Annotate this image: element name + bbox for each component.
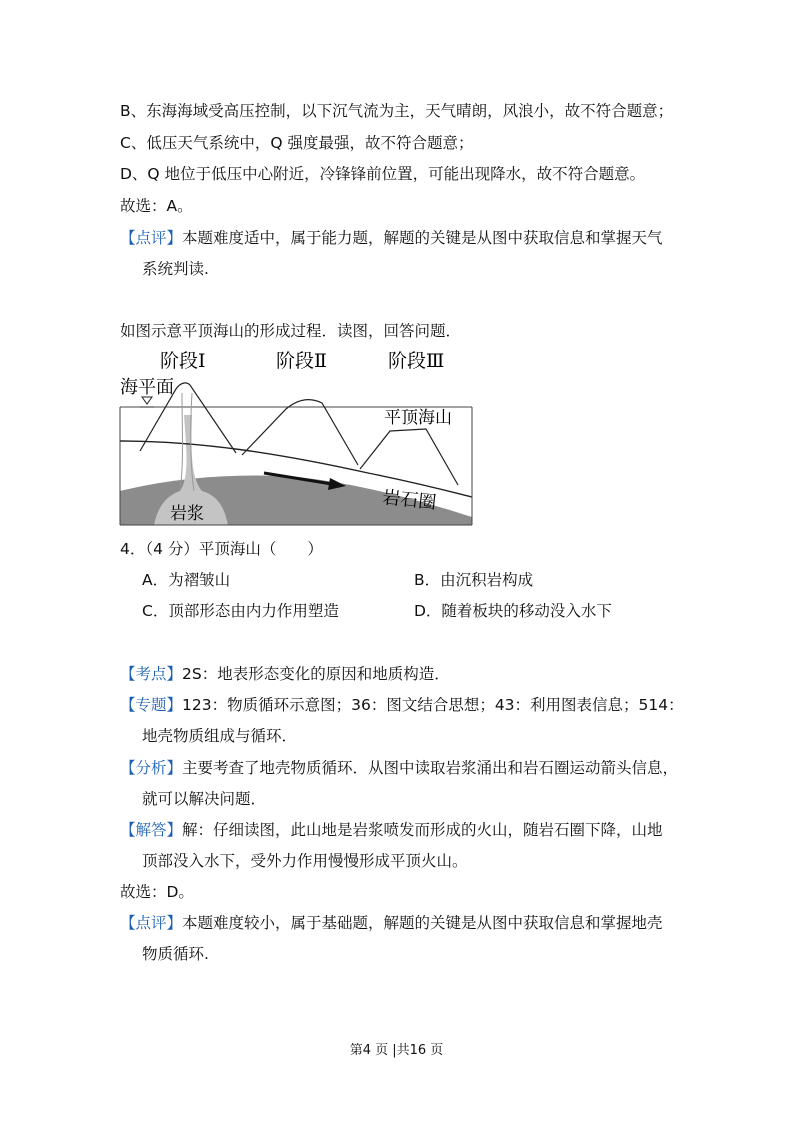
jieda-cont: 顶部没入水下，受外力作用慢慢形成平顶火山。 (142, 852, 468, 870)
zhuanti-cont: 地壳物质组成与循环． (142, 727, 298, 745)
zhuanti (120, 694, 684, 716)
fenxi (120, 757, 678, 779)
jieda-tag: 【解答】 (120, 821, 183, 839)
prev-comment-text: 本题难度适中，属于能力题，解题的关键是从图中获取信息和掌握天气 (182, 229, 663, 247)
lithosphere-label: 岩石圈 (381, 487, 438, 514)
prev-comment (120, 227, 663, 249)
prev-comment-cont: 系统判读. (142, 260, 209, 278)
option-a: A．为褶皱山 (142, 571, 231, 589)
dianping-tag: 【点评】 (120, 914, 183, 932)
stage2-label: 阶段Ⅱ (276, 350, 327, 372)
magma-label: 岩浆 (170, 504, 204, 524)
stage3-label: 阶段Ⅲ (388, 350, 445, 372)
stage1-label: 阶段Ⅰ (160, 350, 206, 372)
question-stem: 4．（4 分）平顶海山（ ） (120, 540, 323, 558)
guyot-formation-figure (118, 345, 478, 530)
option-d: D．随着板块的移动没入水下 (414, 602, 612, 620)
final-choice: 故选：D。 (120, 883, 194, 901)
kaodian-tag: 【考点】 (120, 665, 183, 683)
dianping-text: 本题难度较小，属于基础题，解题的关键是从图中获取信息和掌握地壳 (182, 914, 663, 932)
fenxi-tag: 【分析】 (120, 759, 183, 777)
option-c: C．顶部形态由内力作用塑造 (142, 602, 339, 620)
jieda (120, 819, 663, 841)
sea-level-marker-icon (142, 397, 152, 404)
prev-option-c-explanation: C、低压天气系统中，Q 强度最强，故不符合题意； (120, 134, 474, 152)
dianping (120, 912, 663, 934)
prev-choice: 故选：A。 (120, 197, 193, 215)
kaodian (120, 663, 450, 685)
prev-option-d-explanation: D、Q 地位于低压中心附近，冷锋锋前位置，可能出现降水，故不符合题意。 (120, 165, 646, 183)
zhuanti-text: 123：物质循环示意图；36：图文结合思想；43：利用图表信息；514： (182, 696, 684, 714)
fenxi-text: 主要考查了地壳物质循环．从图中读取岩浆涌出和岩石圈运动箭头信息， (182, 759, 679, 777)
fenxi-cont: 就可以解决问题． (142, 790, 267, 808)
option-b: B．由沉积岩构成 (414, 571, 534, 589)
question-intro: 如图示意平顶海山的形成过程．读图，回答问题． (120, 322, 462, 340)
stage2-volcano (242, 400, 358, 465)
prev-option-b-explanation: B、东海海域受高压控制，以下沉气流为主，天气晴朗，风浪小，故不符合题意； (120, 102, 674, 120)
sea-level-label: 海平面 (120, 377, 174, 398)
page-footer: 第4 页 |共16 页 (349, 1043, 444, 1058)
dianping-cont: 物质循环. (142, 945, 209, 963)
kaodian-text: 2S：地表形态变化的原因和地质构造． (182, 665, 450, 683)
zhuanti-tag: 【专题】 (120, 696, 183, 714)
stage3-guyot (360, 429, 458, 485)
prev-comment-tag: 【点评】 (120, 229, 183, 247)
guyot-label: 平顶海山 (384, 408, 452, 428)
jieda-text: 解：仔细读图，此山地是岩浆喷发而形成的火山，随岩石圈下降，山地 (182, 821, 663, 839)
